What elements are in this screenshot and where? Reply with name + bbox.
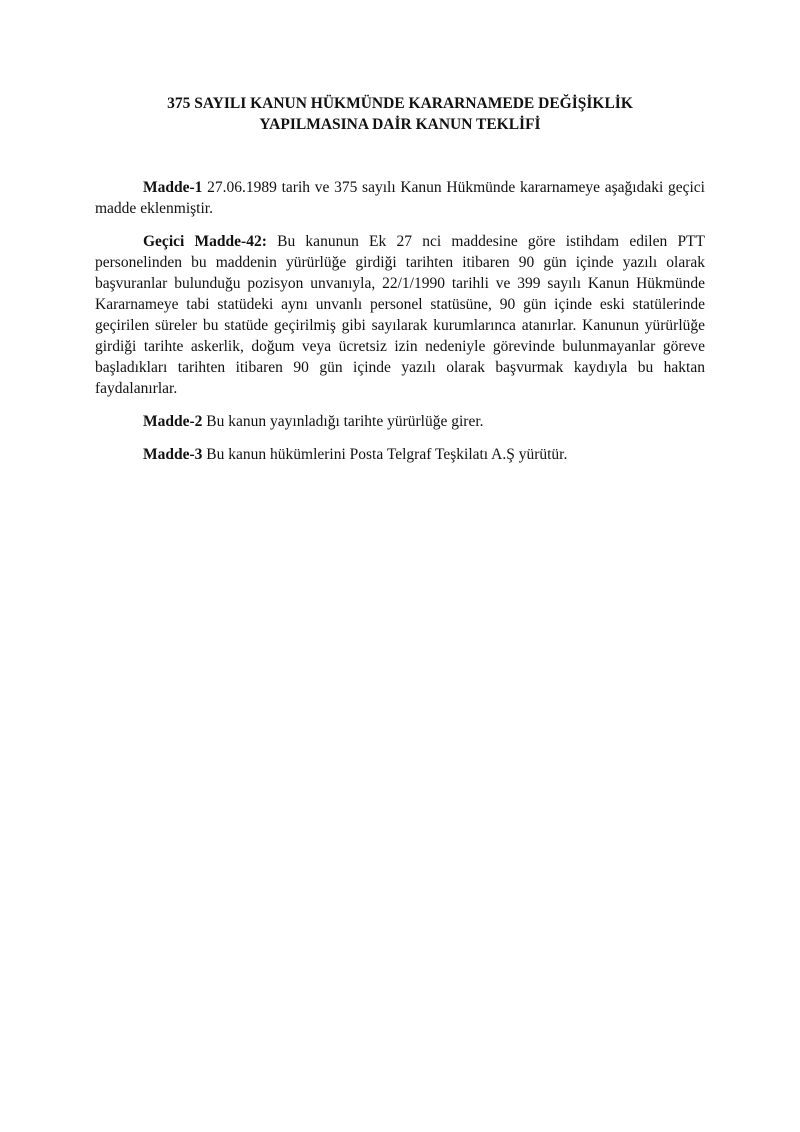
article-label: Geçici Madde-42:	[143, 233, 267, 250]
article-paragraph-madde-1	[95, 177, 705, 219]
document-title	[95, 93, 705, 135]
article-label: Madde-1	[143, 179, 203, 196]
article-label: Madde-2	[143, 413, 203, 430]
article-label: Madde-3	[143, 446, 203, 463]
article-text: Bu kanunun Ek 27 nci maddesine göre istihdam edilen PTT personelinden bu maddenin yürürlüğe girdiği tarihten itibaren 90 gün içinde yazılı olarak başvuranlar bulunduğu pozisyon unvanıyla, 22/1/1990 tarihli ve 399 sayılı Kanun Hükmünde Kararnameye tabi statüdeki aynı unvanlı personel statüsüne, 90 gün içinde eski statülerinde geçirilen süreler bu statüde geçirilmiş gibi sayılarak kurumlarınca atanırlar. Kanunun yürürlüğe girdiği tarihte askerlik, doğum veya ücretsiz izin nedeniyle görevinde bulunmayanlar göreve başladıkları tarihten itibaren 90 gün içinde yazılı olarak başvurmak kaydıyla bu haktan faydalanırlar.	[95, 233, 705, 397]
article-paragraph-gecici-madde-42	[95, 231, 705, 399]
article-text: Bu kanun yayınladığı tarihte yürürlüğe girer.	[202, 413, 484, 430]
article-text: Bu kanun hükümlerini Posta Telgraf Teşkilatı A.Ş yürütür.	[202, 446, 568, 463]
article-paragraph-madde-3	[95, 444, 705, 465]
article-paragraph-madde-2	[95, 411, 705, 432]
document-body	[95, 177, 705, 477]
title-line-2: YAPILMASINA DAİR KANUN TEKLİFİ	[259, 116, 541, 133]
article-text: 27.06.1989 tarih ve 375 sayılı Kanun Hükmünde kararnameye aşağıdaki geçici madde eklenmiştir.	[95, 179, 705, 217]
title-line-1: 375 SAYILI KANUN HÜKMÜNDE KARARNAMEDE DEĞİŞİKLİK	[167, 95, 633, 112]
